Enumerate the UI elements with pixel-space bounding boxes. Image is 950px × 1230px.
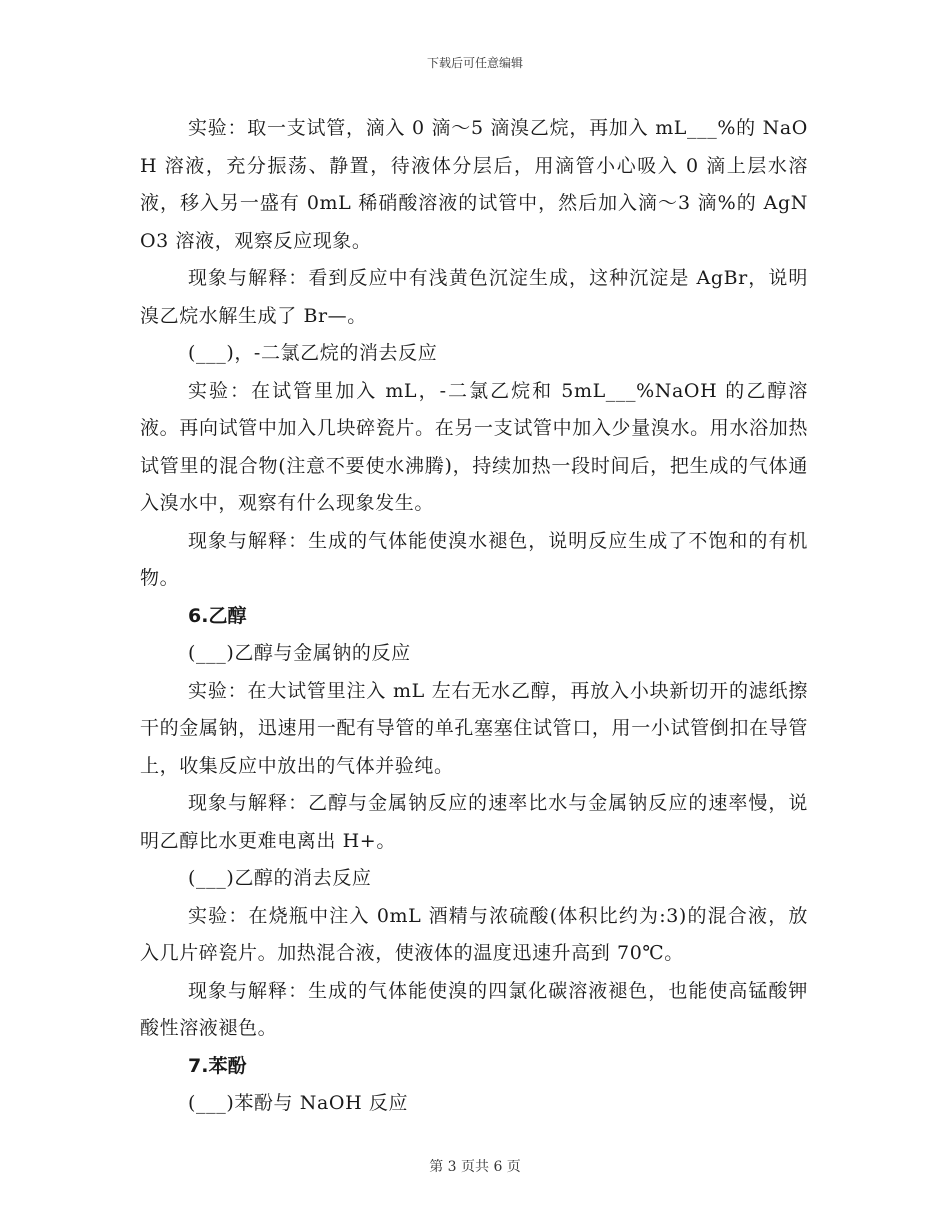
subheading-dichloroethane-elimination: (___)，-二氯乙烷的消去反应 bbox=[188, 342, 438, 364]
paragraph-bromoethane-explanation: 现象与解释：看到反应中有浅黄色沉淀生成，这种沉淀是 AgBr，说明溴乙烷水解生成了 Br—。 bbox=[140, 267, 808, 327]
paragraph-dichloroethane-explanation: 现象与解释：生成的气体能使溴水褪色，说明反应生成了不饱和的有机物。 bbox=[140, 529, 808, 589]
subheading-ethanol-sodium: (___)乙醇与金属钠的反应 bbox=[188, 642, 411, 664]
paragraph-dichloroethane-experiment: 实验：在试管里加入 mL，-二氯乙烷和 5mL___%NaOH 的乙醇溶液。再向试管中加入几块碎瓷片。在另一支试管中加入少量溴水。用水浴加热试管里的混合物(注意不要使水沸腾)，持续加热一段时间后，把生成的气体通入溴水中，观察有什么现象发生。 bbox=[140, 379, 808, 514]
paragraph-ethanol-sodium-explanation: 现象与解释：乙醇与金属钠反应的速率比水与金属钠反应的速率慢，说明乙醇比水更难电离出 H+。 bbox=[140, 792, 808, 852]
section-heading-phenol: 7.苯酚 bbox=[188, 1054, 247, 1077]
paragraph-ethanol-sodium-experiment: 实验：在大试管里注入 mL 左右无水乙醇，再放入小块新切开的滤纸擦干的金属钠，迅速用一配有导管的单孔塞塞住试管口，用一小试管倒扣在导管上，收集反应中放出的气体并验纯。 bbox=[140, 679, 808, 777]
page-footer: 第 3 页共 6 页 bbox=[429, 1159, 521, 1175]
section-heading-ethanol: 6.乙醇 bbox=[188, 604, 247, 627]
paragraph-ethanol-elimination-explanation: 现象与解释：生成的气体能使溴的四氯化碳溶液褪色，也能使高锰酸钾酸性溶液褪色。 bbox=[140, 979, 808, 1039]
document-body bbox=[140, 110, 808, 1123]
page-header: 下载后可任意编辑 bbox=[426, 56, 523, 70]
paragraph-ethanol-elimination-experiment: 实验：在烧瓶中注入 0mL 酒精与浓硫酸(体积比约为:3)的混合液，放入几片碎瓷片。加热混合液，使液体的温度迅速升高到 70℃。 bbox=[140, 904, 808, 964]
paragraph-bromoethane-experiment: 实验：取一支试管，滴入 0 滴～5 滴溴乙烷，再加入 mL___%的 NaOH 溶液，充分振荡、静置，待液体分层后，用滴管小心吸入 0 滴上层水溶液，移入另一盛有 0mL 稀硝酸溶液的试管中，然后加入滴～3 滴%的 AgNO3 溶液，观察反应现象。 bbox=[140, 117, 808, 252]
subheading-phenol-naoh: (___)苯酚与 NaOH 反应 bbox=[188, 1092, 409, 1114]
subheading-ethanol-elimination: (___)乙醇的消去反应 bbox=[188, 867, 372, 889]
